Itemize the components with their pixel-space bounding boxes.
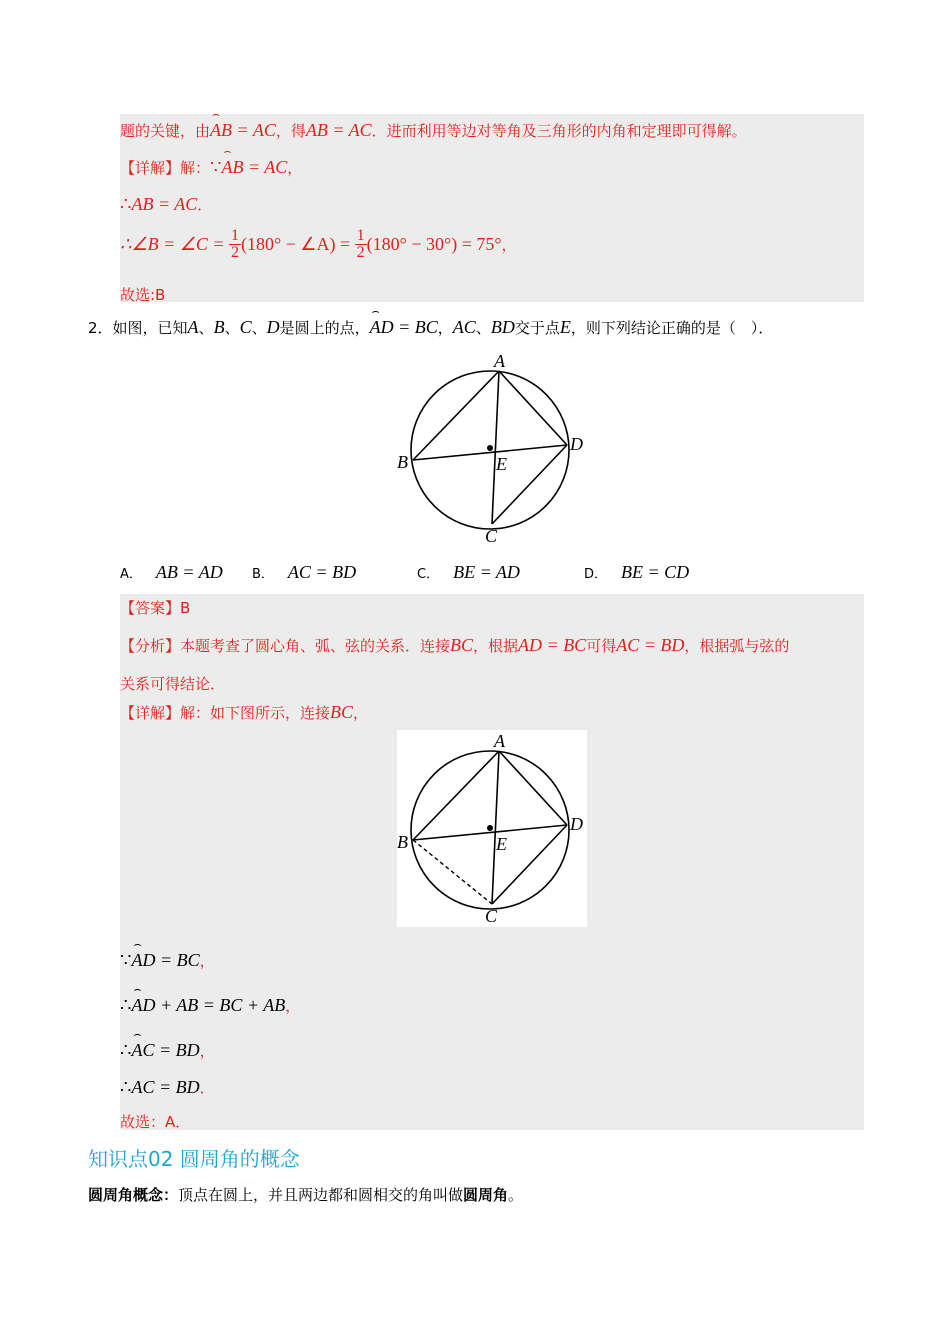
label-d: D — [570, 434, 583, 454]
choose-line-2: 故选：A． — [120, 1113, 191, 1131]
arc-equation: ⌢ AD + AB = BC + AB — [131, 995, 285, 1016]
label-b: B — [397, 832, 408, 852]
solution-line-2: 【详解】解：∵⌢ AB = AC， — [120, 157, 302, 178]
label-c: C — [485, 906, 498, 926]
arc-equation: ⌢ AD = BC — [370, 317, 438, 338]
step-line-4: ∴AC = BD． — [120, 1077, 215, 1097]
arc-equation: ⌢ AD = BC — [131, 950, 199, 971]
chord-ab — [413, 371, 499, 460]
step-line-1: ∵⌢ AD = BC， — [120, 950, 215, 971]
chord-ac — [492, 371, 499, 524]
analysis-line-2: 关系可得结论． — [120, 675, 226, 693]
analysis-line-1: 【分析】本题考查了圆心角、弧、弦的关系．连接BC，根据AD = BC可得AC = BD，根据弧与弦的 — [120, 635, 790, 655]
option-a[interactable]: A． AB = AD — [120, 562, 223, 582]
solution-box-1 — [120, 114, 864, 302]
label-b: B — [397, 452, 408, 472]
fraction-half: $\frac{1}{2}$ — [356, 227, 365, 261]
question-2-stem: 2．如图，已知A、B、C、D是圆上的点，⌢ AD = BC，AC、BD交于点E，则下列结论正确的是（ ）． — [88, 317, 773, 338]
label-a: A — [494, 351, 505, 371]
arc-equation: ⌢ AB = AC — [221, 157, 287, 178]
solution-line-3: ∴AB = AC． — [120, 194, 213, 214]
circle-figure-2 — [390, 730, 600, 930]
arc-equation: ⌢ AC = BD — [131, 1040, 199, 1061]
solution-line-1: 题的关键，由⌢ AB = AC，得AB = AC．进而利用等边对等角及三角形的内角和定理即可得解。 — [120, 120, 747, 141]
choose-line-1: 故选:B — [120, 286, 166, 304]
detail-line: 【详解】解：如下图所示，连接BC， — [120, 702, 369, 722]
fraction-half: $\frac{1}{2}$ — [231, 227, 240, 261]
label-e: E — [496, 454, 507, 474]
circle-figure-1 — [390, 350, 600, 550]
label-a: A — [494, 731, 505, 751]
label-e: E — [496, 834, 507, 854]
solution-line-4: ∴∠B = ∠C = $\frac{1}{2}$ (180° − ∠A) = $\frac{1}{2}$ (180° − 30°) = 75°， — [120, 227, 517, 261]
step-line-3: ∴⌢ AC = BD， — [120, 1040, 215, 1061]
center-point — [487, 825, 493, 831]
dashed-chord-bc — [413, 840, 492, 904]
label-d: D — [570, 814, 583, 834]
chord-ab — [413, 751, 499, 840]
label-c: C — [485, 526, 498, 546]
option-d[interactable]: D． BE = CD — [584, 562, 690, 582]
center-point — [487, 445, 493, 451]
definition-line: 圆周角概念：顶点在圆上，并且两边都和圆相交的角叫做圆周角。 — [88, 1186, 524, 1204]
chord-ac — [492, 751, 499, 904]
option-c[interactable]: C． BE = AD — [417, 562, 520, 582]
step-line-2: ∴⌢ AD + AB = BC + AB， — [120, 995, 300, 1016]
arc-equation: ⌢ AB = AC — [210, 120, 276, 141]
answer-line: 【答案】B — [120, 599, 191, 617]
section-heading: 知识点02 圆周角的概念 — [88, 1147, 300, 1171]
option-b[interactable]: B． AC = BD — [252, 562, 357, 582]
